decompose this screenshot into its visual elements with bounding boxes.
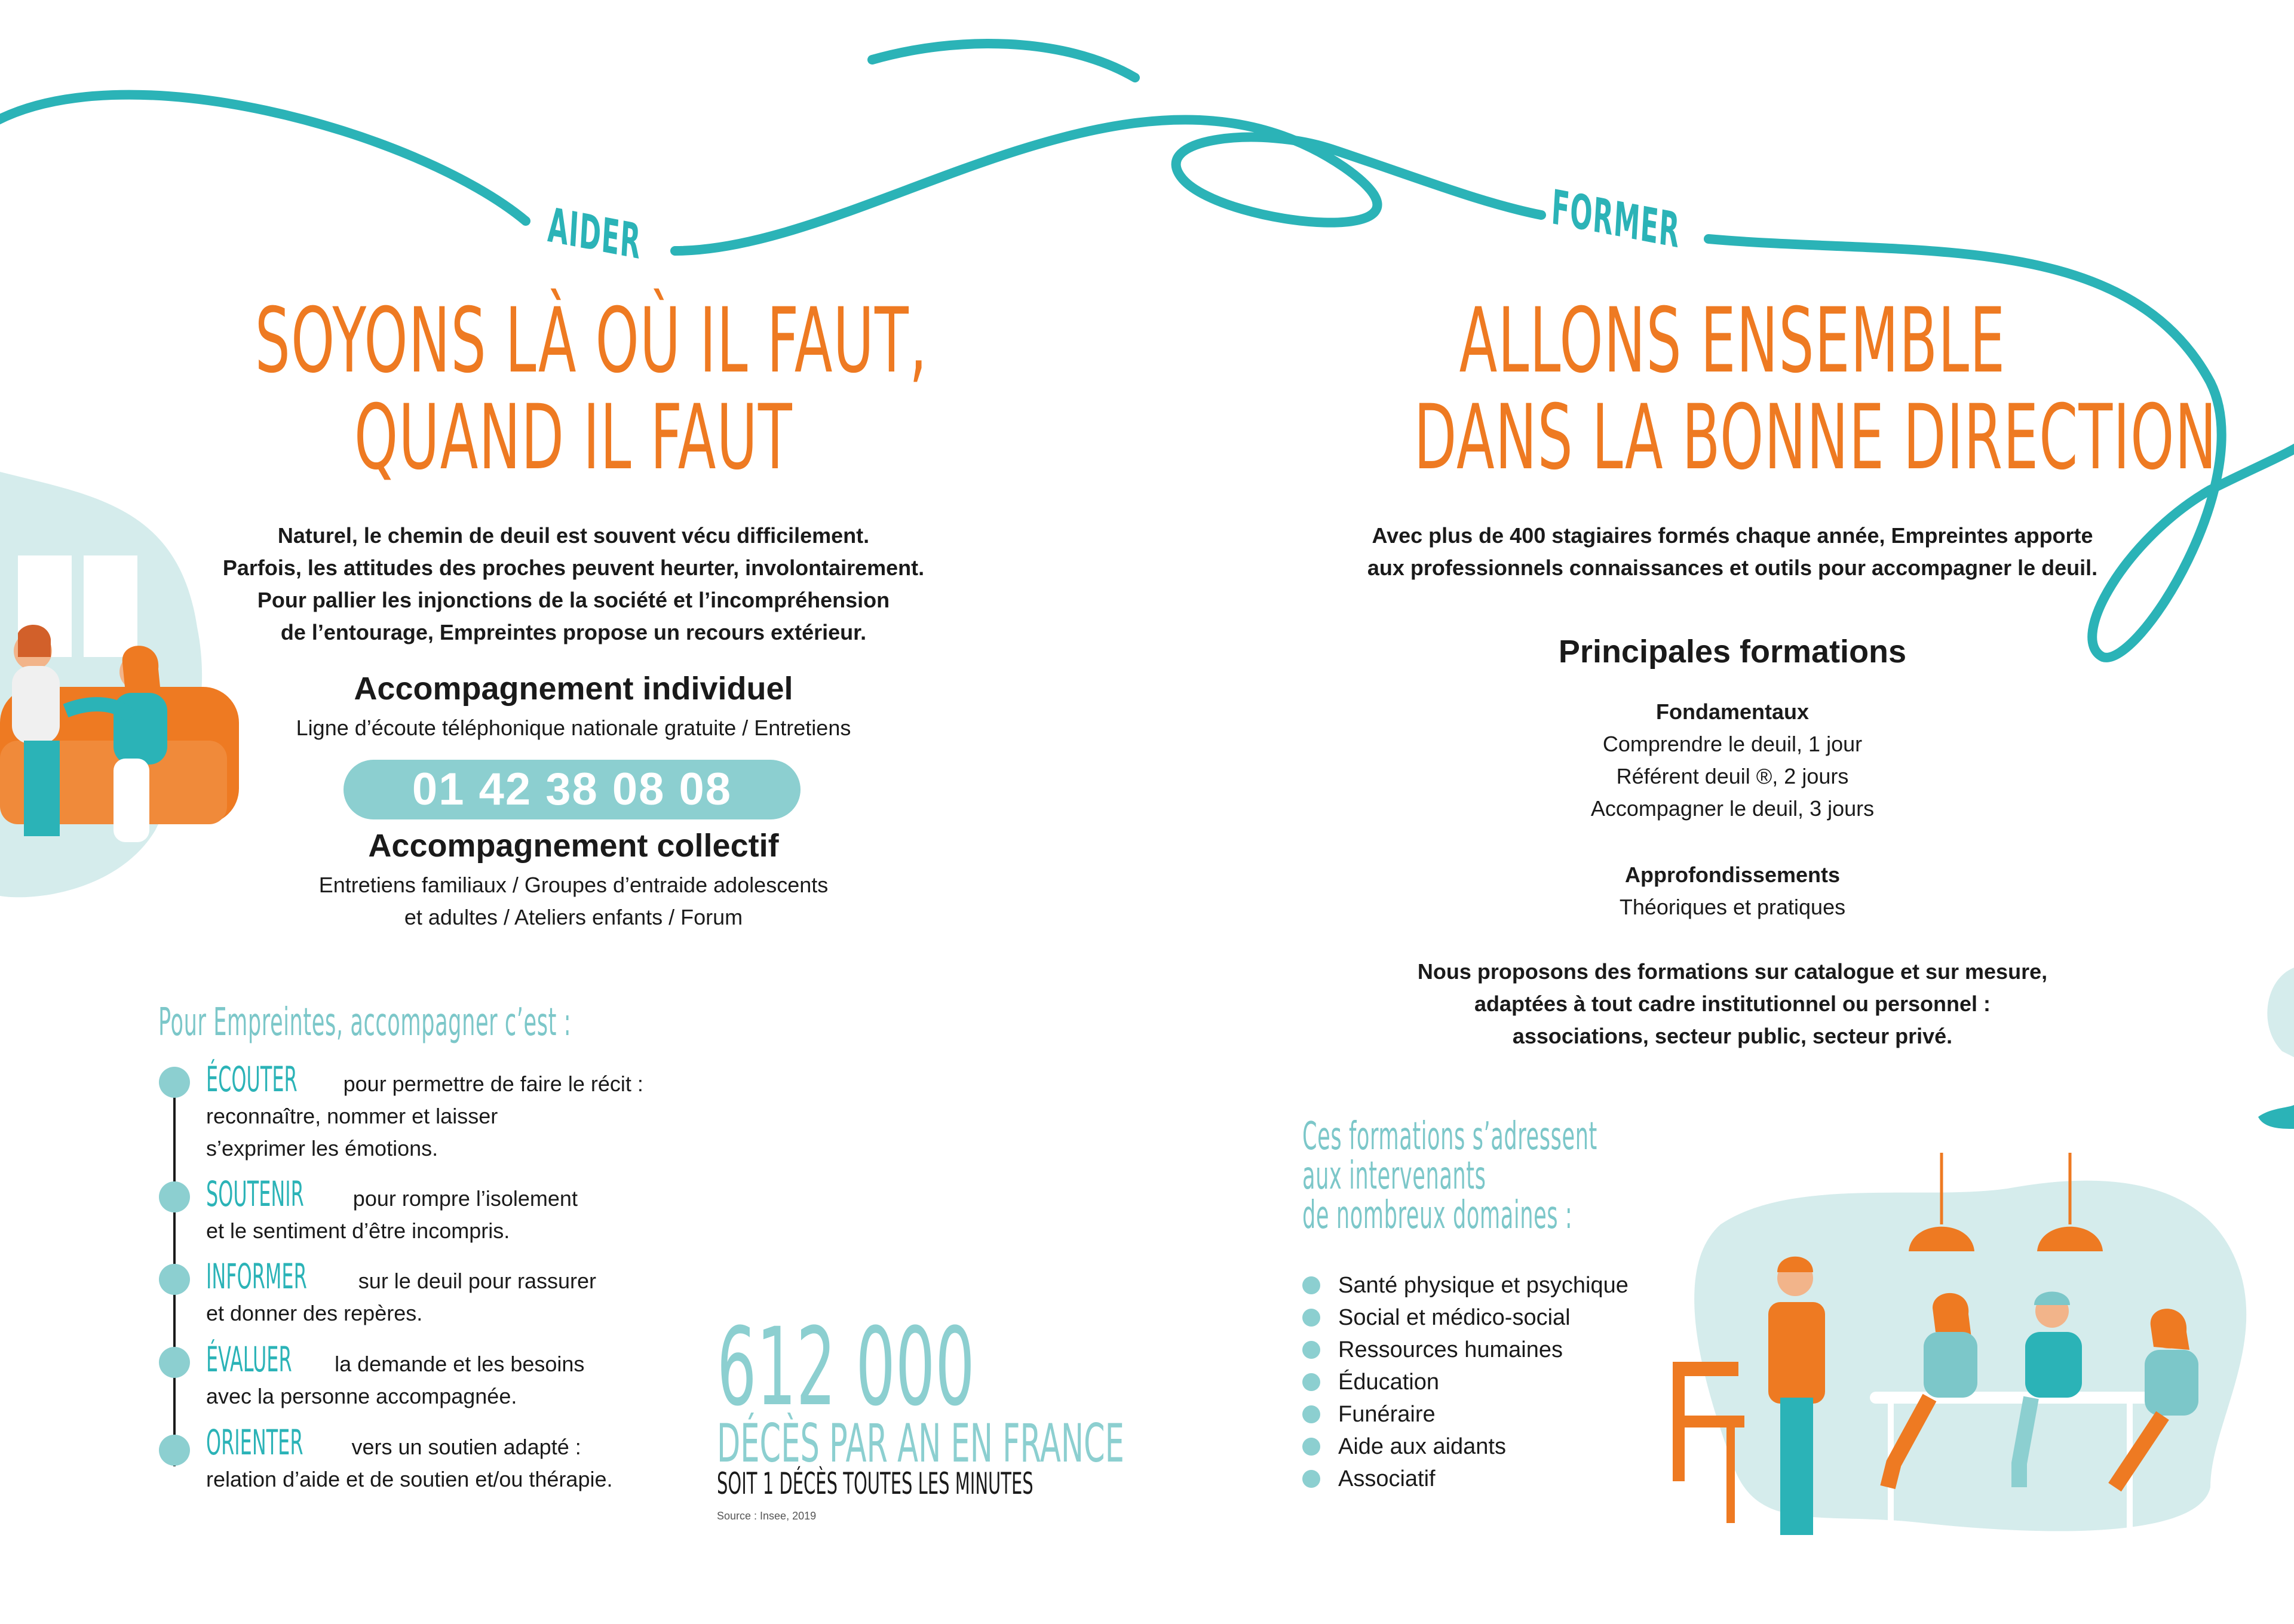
collective-title: Accompagnement collectif (368, 828, 779, 864)
step-dot-5 (159, 1435, 190, 1466)
section-tag-aider: AIDER (546, 197, 643, 271)
collective-lines (179, 869, 968, 934)
step-informer-line-2: et donner des repères. (206, 1301, 423, 1325)
audience-title-line-3: de nombreux domaines : (1302, 1193, 1573, 1238)
step-dot-3 (159, 1264, 190, 1295)
collective-line-1: Entretiens familiaux / Groupes d’entraide adolescents (318, 873, 829, 897)
audience-title-line-2: aux intervenants (1302, 1154, 1486, 1198)
fondamentaux-block (1278, 696, 2186, 825)
approfondissements-item-1: Théoriques et pratiques (1619, 895, 1846, 919)
bullet-dot (1302, 1276, 1320, 1294)
left-intro-line-3: Pour pallier les injonctions de la société et l’incompréhension (257, 588, 890, 612)
left-headline-line-1: SOYONS LÀ OÙ IL FAUT, (254, 289, 928, 393)
approfondissements-title: Approfondissements (1624, 862, 1841, 887)
step-key-ecouter: ÉCOUTER (206, 1059, 298, 1100)
step-evaluer (206, 1339, 684, 1413)
section-tag-former: FORMER (1550, 179, 1682, 259)
steps-title: Pour Empreintes, accompagner c’est : (158, 1000, 572, 1045)
phone-number-badge[interactable]: 01 42 38 08 08 (344, 760, 801, 819)
list-item: Ressources humaines (1302, 1334, 1629, 1366)
right-intro (1278, 520, 2186, 584)
step-informer (206, 1256, 684, 1330)
step-dot-1 (159, 1067, 190, 1098)
custom-formations (1278, 956, 2186, 1052)
step-key-informer: INFORMER (206, 1256, 307, 1297)
custom-line-1: Nous proposons des formations sur catalogue et sur mesure, (1417, 959, 2048, 984)
stat-sublabel: SOIT 1 DÉCÈS TOUTES LES MINUTES (717, 1466, 1033, 1501)
left-headline (60, 289, 1087, 490)
right-headline (1219, 289, 2246, 490)
list-item: Aide aux aidants (1302, 1430, 1629, 1463)
stat-label: DÉCÈS PAR AN EN FRANCE (717, 1413, 1124, 1474)
step-soutenir-line-1: pour rompre l’isolement (346, 1186, 578, 1211)
step-dot-2 (159, 1181, 190, 1212)
step-ecouter-line-2: reconnaître, nommer et laisser (206, 1104, 498, 1128)
fondamentaux-item-1: Comprendre le deuil, 1 jour (1602, 732, 1863, 756)
left-intro (179, 520, 968, 649)
right-intro-line-2: aux professionnels connaissances et outils pour accompagner le deuil. (1367, 555, 2098, 580)
left-intro-line-4: de l’entourage, Empreintes propose un recours extérieur. (280, 620, 867, 644)
edge-blob-decoration (2246, 956, 2294, 1135)
step-dot-4 (159, 1347, 190, 1378)
audience-list (1302, 1269, 1629, 1495)
individual-subtitle: Ligne d’écoute téléphonique nationale gratuite / Entretiens (296, 716, 851, 740)
approfondissements-block (1278, 859, 2186, 923)
individual-title: Accompagnement individuel (354, 671, 793, 707)
bullet-dot (1302, 1373, 1320, 1391)
step-orienter-line-1: vers un soutien adapté : (345, 1435, 581, 1459)
collective-line-2: et adultes / Ateliers enfants / Forum (404, 905, 743, 929)
stat-number: 612 000 (717, 1305, 975, 1430)
stat-source: Source : Insee, 2019 (717, 1510, 817, 1522)
right-headline-line-1: ALLONS ENSEMBLE (1459, 289, 2006, 393)
list-item: Associatif (1302, 1463, 1629, 1495)
step-informer-line-1: sur le deuil pour rassurer (352, 1269, 596, 1293)
bullet-dot (1302, 1470, 1320, 1488)
step-key-orienter: ORIENTER (206, 1422, 303, 1463)
left-intro-line-1: Naturel, le chemin de deuil est souvent vécu difficilement. (277, 523, 870, 548)
step-soutenir-line-2: et le sentiment d’être incompris. (206, 1218, 510, 1243)
left-intro-line-2: Parfois, les attitudes des proches peuvent heurter, involontairement. (222, 555, 925, 580)
right-headline-line-2: DANS LA BONNE DIRECTION (1413, 386, 2218, 490)
step-soutenir (206, 1174, 684, 1247)
step-ecouter (206, 1059, 684, 1165)
step-ecouter-line-1: pour permettre de faire le récit : (337, 1072, 643, 1096)
bullet-dot (1302, 1405, 1320, 1423)
step-evaluer-line-1: la demande et les besoins (329, 1352, 585, 1376)
step-key-soutenir: SOUTENIR (206, 1174, 304, 1214)
step-ecouter-line-3: s’exprimer les émotions. (206, 1136, 438, 1161)
bullet-dot (1302, 1309, 1320, 1327)
formations-title: Principales formations (1558, 634, 1907, 670)
list-item: Santé physique et psychique (1302, 1269, 1629, 1301)
audience-title-line-1: Ces formations s’adressent (1302, 1115, 1597, 1159)
step-key-evaluer: ÉVALUER (206, 1339, 292, 1380)
fondamentaux-title: Fondamentaux (1655, 699, 1810, 724)
bullet-dot (1302, 1438, 1320, 1456)
list-item: Funéraire (1302, 1398, 1629, 1430)
custom-line-2: adaptées à tout cadre institutionnel ou personnel : (1474, 991, 1991, 1016)
list-item: Éducation (1302, 1366, 1629, 1398)
meeting-illustration (1673, 1153, 2258, 1547)
step-orienter-line-2: relation d’aide et de soutien et/ou thérapie. (206, 1467, 613, 1491)
fondamentaux-item-2: Référent deuil ®, 2 jours (1616, 764, 1849, 788)
left-headline-line-2: QUAND IL FAUT (354, 386, 793, 490)
step-orienter (206, 1422, 684, 1496)
fondamentaux-item-3: Accompagner le deuil, 3 jours (1590, 796, 1875, 821)
custom-line-3: associations, secteur public, secteur privé. (1512, 1024, 1953, 1048)
bullet-dot (1302, 1341, 1320, 1359)
step-evaluer-line-2: avec la personne accompagnée. (206, 1384, 517, 1408)
list-item: Social et médico-social (1302, 1301, 1629, 1334)
right-intro-line-1: Avec plus de 400 stagiaires formés chaque année, Empreintes apporte (1372, 523, 2093, 548)
